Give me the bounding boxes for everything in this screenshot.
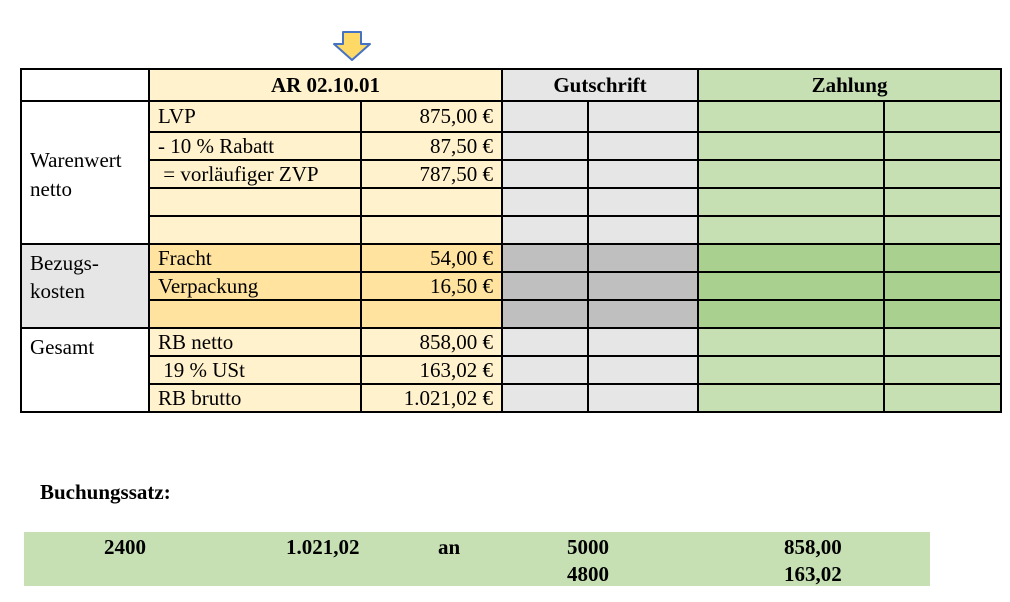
gutschrift-cell: [502, 216, 588, 244]
row-value: [361, 188, 502, 216]
gutschrift-cell: [502, 384, 588, 412]
row-label: Fracht: [149, 244, 361, 272]
down-arrow-icon: [332, 30, 372, 62]
row-value: 54,00 €: [361, 244, 502, 272]
group-warenwert-label: Warenwert netto: [30, 148, 122, 201]
calculation-table: [20, 68, 1002, 413]
gutschrift-cell: [502, 132, 588, 160]
zahlung-cell: [698, 160, 884, 188]
row-value: 16,50 €: [361, 272, 502, 300]
row-label: 19 % USt: [149, 356, 361, 384]
group-bezugskosten-label: Bezugs- kosten: [30, 251, 99, 304]
zahlung-cell: [884, 216, 1001, 244]
gutschrift-cell: [588, 132, 698, 160]
debit-amount: 1.021,02: [286, 535, 360, 559]
zahlung-cell: [884, 244, 1001, 272]
credit-amount: 858,00: [784, 535, 842, 559]
zahlung-cell: [884, 384, 1001, 412]
zahlung-cell: [698, 188, 884, 216]
gutschrift-cell: [588, 244, 698, 272]
zahlung-cell: [884, 160, 1001, 188]
zahlung-cell: [884, 188, 1001, 216]
gutschrift-cell: [502, 356, 588, 384]
gutschrift-cell: [588, 384, 698, 412]
group-bezugskosten: [21, 244, 149, 328]
group-warenwert: [21, 101, 149, 244]
zahlung-cell: [884, 356, 1001, 384]
row-label: [149, 216, 361, 244]
zahlung-cell: [884, 328, 1001, 356]
zahlung-cell: [884, 272, 1001, 300]
zahlung-cell: [698, 300, 884, 328]
credit-account: 4800: [567, 562, 609, 586]
header-empty-cell: [21, 69, 149, 101]
zahlung-cell: [698, 384, 884, 412]
an-keyword: an: [438, 535, 461, 559]
gutschrift-cell: [588, 272, 698, 300]
zahlung-cell: [884, 101, 1001, 132]
row-value: 87,50 €: [361, 132, 502, 160]
zahlung-header: Zahlung: [698, 69, 1001, 101]
gutschrift-cell: [502, 160, 588, 188]
gutschrift-cell: [502, 300, 588, 328]
gutschrift-cell: [502, 272, 588, 300]
gutschrift-cell: [588, 188, 698, 216]
gutschrift-cell: [588, 101, 698, 132]
row-label: - 10 % Rabatt: [149, 132, 361, 160]
row-value: 163,02 €: [361, 356, 502, 384]
row-label: RB netto: [149, 328, 361, 356]
row-value: 875,00 €: [361, 101, 502, 132]
gutschrift-cell: [502, 244, 588, 272]
credit-account: 5000: [567, 535, 609, 559]
zahlung-cell: [884, 300, 1001, 328]
zahlung-cell: [698, 244, 884, 272]
debit-account: 2400: [104, 535, 146, 559]
row-label: Verpackung: [149, 272, 361, 300]
credit-amount: 163,02: [784, 562, 842, 586]
row-value: [361, 300, 502, 328]
zahlung-cell: [698, 101, 884, 132]
gutschrift-cell: [588, 356, 698, 384]
group-gesamt-label: Gesamt: [30, 335, 95, 359]
row-label: LVP: [149, 101, 361, 132]
booking-entry: [24, 532, 930, 586]
row-value: [361, 216, 502, 244]
row-label: = vorläufiger ZVP: [149, 160, 361, 188]
row-label: [149, 300, 361, 328]
gutschrift-cell: [588, 300, 698, 328]
row-value: 787,50 €: [361, 160, 502, 188]
zahlung-cell: [698, 132, 884, 160]
gutschrift-cell: [588, 216, 698, 244]
zahlung-cell: [884, 132, 1001, 160]
zahlung-cell: [698, 328, 884, 356]
row-label: [149, 188, 361, 216]
buchungssatz-title: Buchungssatz:: [40, 480, 171, 504]
gutschrift-cell: [502, 188, 588, 216]
row-value: 858,00 €: [361, 328, 502, 356]
gutschrift-cell: [502, 328, 588, 356]
group-gesamt: [21, 328, 149, 412]
gutschrift-cell: [588, 160, 698, 188]
row-label: RB brutto: [149, 384, 361, 412]
invoice-header: AR 02.10.01: [149, 69, 502, 101]
zahlung-cell: [698, 272, 884, 300]
zahlung-cell: [698, 356, 884, 384]
zahlung-cell: [698, 216, 884, 244]
row-value: 1.021,02 €: [361, 384, 502, 412]
gutschrift-header: Gutschrift: [502, 69, 698, 101]
gutschrift-cell: [502, 101, 588, 132]
gutschrift-cell: [588, 328, 698, 356]
